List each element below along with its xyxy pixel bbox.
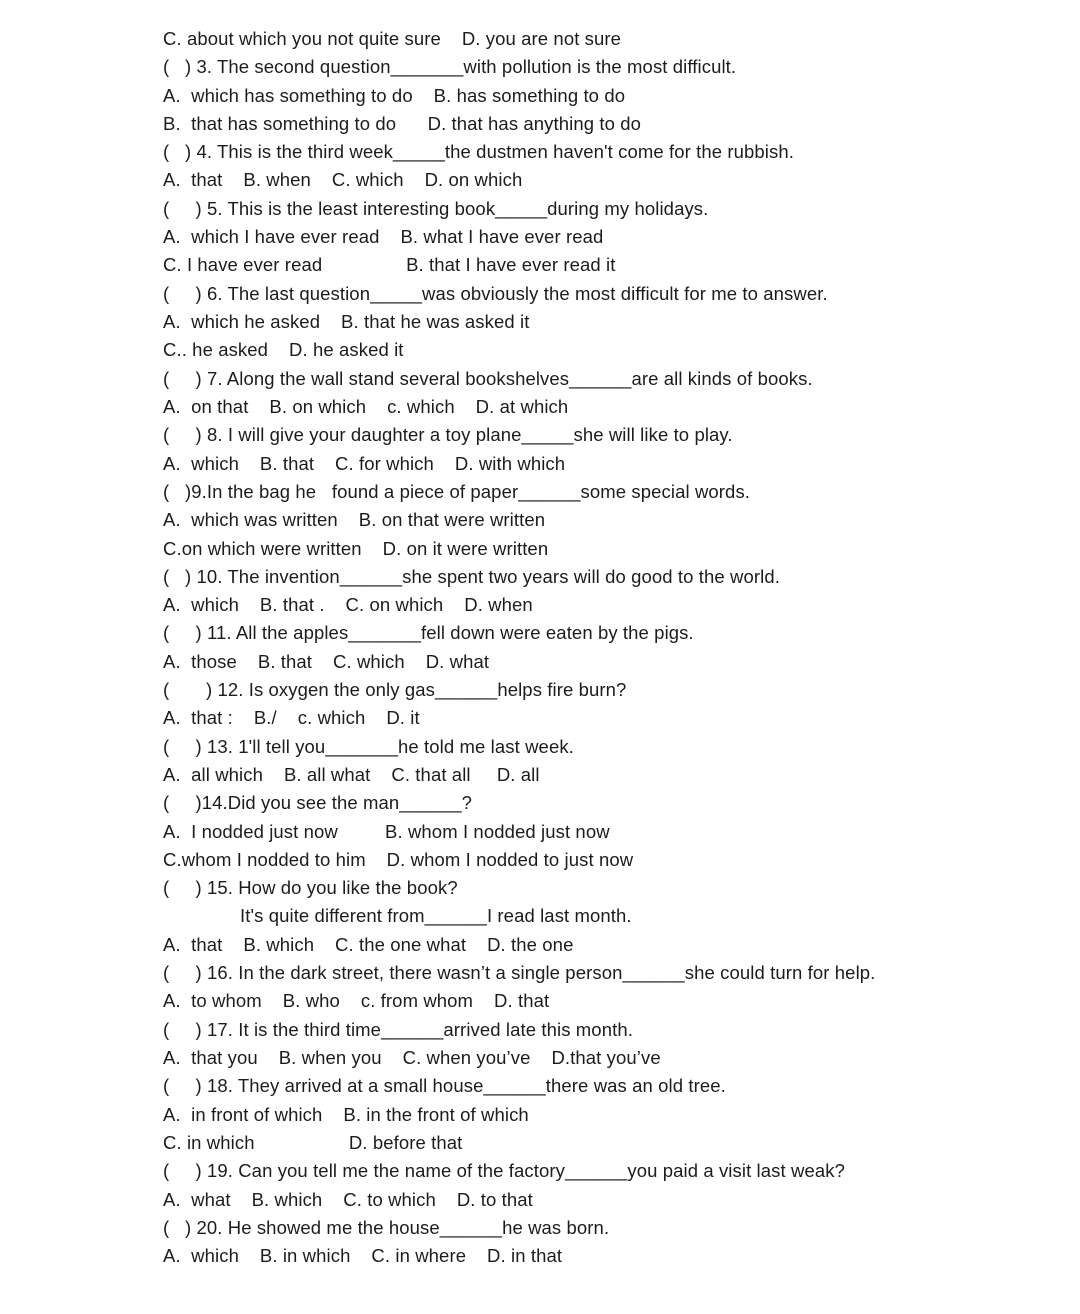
option-line: C. I have ever read B. that I have ever read it (163, 254, 616, 275)
question-10: ( ) 10. The invention______she spent two years will do good to the world. (163, 566, 780, 587)
question-20: ( ) 20. He showed me the house______he was born. (163, 1217, 610, 1238)
option-line: A. which B. that C. for which D. with which (163, 453, 566, 474)
option-line: A. on that B. on which c. which D. at which (163, 396, 569, 417)
option-line: A. which I have ever read B. what I have ever read (163, 226, 604, 247)
option-line: A. to whom B. who c. from whom D. that (163, 990, 550, 1011)
option-line: C.on which were written D. on it were written (163, 538, 549, 559)
question-17: ( ) 17. It is the third time______arrived late this month. (163, 1019, 633, 1040)
question-15-continued: It's quite different from______I read last month. (240, 905, 632, 926)
question-15: ( ) 15. How do you like the book? (163, 877, 458, 898)
question-16: ( ) 16. In the dark street, there wasn’t a single person______she could turn for help. (163, 962, 876, 983)
question-14: ( )14.Did you see the man______? (163, 792, 473, 813)
option-line: A. which B. that . C. on which D. when (163, 594, 533, 615)
question-13: ( ) 13. 1'll tell you_______he told me last week. (163, 736, 574, 757)
question-11: ( ) 11. All the apples_______fell down were eaten by the pigs. (163, 622, 694, 643)
option-line: C. in which D. before that (163, 1132, 463, 1153)
option-line: A. which has something to do B. has something to do (163, 85, 626, 106)
option-line: A. those B. that C. which D. what (163, 651, 490, 672)
option-line: A. that B. which C. the one what D. the one (163, 934, 574, 955)
question-9: ( )9.In the bag he found a piece of paper______some special words. (163, 481, 751, 502)
option-line: C.. he asked D. he asked it (163, 339, 404, 360)
question-6: ( ) 6. The last question_____was obviously the most difficult for me to answer. (163, 283, 828, 304)
option-line: A. which B. in which C. in where D. in that (163, 1245, 563, 1266)
question-5: ( ) 5. This is the least interesting book_____during my holidays. (163, 198, 709, 219)
option-line: A. which he asked B. that he was asked it (163, 311, 530, 332)
option-line: C.whom I nodded to him D. whom I nodded to just now (163, 849, 634, 870)
question-12: ( ) 12. Is oxygen the only gas______helps fire burn? (163, 679, 627, 700)
option-line: A. what B. which C. to which D. to that (163, 1189, 533, 1210)
option-line: B. that has something to do D. that has anything to do (163, 113, 642, 134)
option-line: A. in front of which B. in the front of which (163, 1104, 529, 1125)
option-line: A. that you B. when you C. when you’ve D.that you’ve (163, 1047, 661, 1068)
question-18: ( ) 18. They arrived at a small house______there was an old tree. (163, 1075, 726, 1096)
option-line: A. I nodded just now B. whom I nodded just now (163, 821, 610, 842)
option-line: A. that B. when C. which D. on which (163, 169, 523, 190)
question-8: ( ) 8. I will give your daughter a toy plane_____she will like to play. (163, 424, 733, 445)
question-19: ( ) 19. Can you tell me the name of the factory______you paid a visit last weak? (163, 1160, 845, 1181)
option-line: C. about which you not quite sure D. you are not sure (163, 28, 622, 49)
option-line: A. all which B. all what C. that all D. all (163, 764, 540, 785)
question-4: ( ) 4. This is the third week_____the dustmen haven't come for the rubbish. (163, 141, 794, 162)
option-line: A. that : B./ c. which D. it (163, 707, 420, 728)
question-3: ( ) 3. The second question_______with pollution is the most difficult. (163, 56, 737, 77)
question-7: ( ) 7. Along the wall stand several bookshelves______are all kinds of books. (163, 368, 813, 389)
option-line: A. which was written B. on that were written (163, 509, 546, 530)
